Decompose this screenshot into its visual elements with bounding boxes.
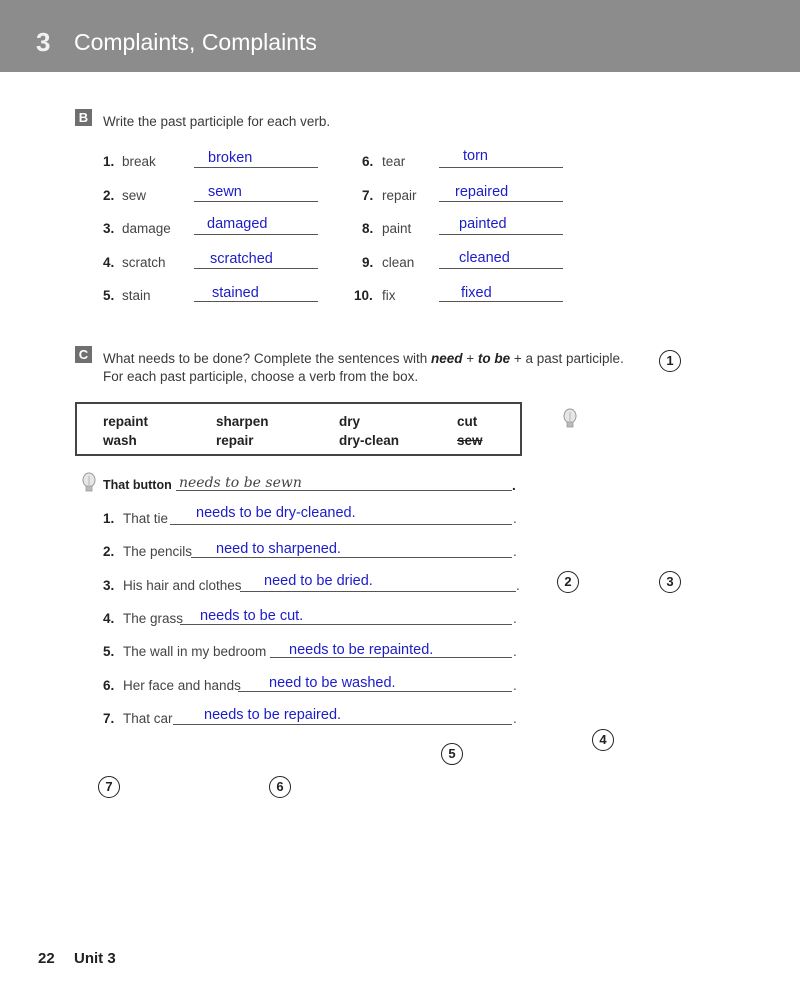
answer-line — [439, 201, 563, 202]
verb: scratch — [122, 255, 166, 270]
answer-line — [191, 557, 512, 558]
marker-6: 6 — [269, 776, 291, 798]
unit-label: Unit 3 — [74, 950, 116, 967]
section-c-badge: C — [75, 346, 92, 363]
marker-1: 1 — [659, 350, 681, 372]
prompt: The pencils — [123, 544, 193, 559]
item-number: 9. — [362, 255, 374, 270]
item-number: 3. — [103, 221, 115, 236]
word-box-word: wash — [103, 433, 137, 448]
word-box-word: repair — [216, 433, 254, 448]
item-number: 5. — [103, 288, 115, 303]
item-number: 10. — [354, 288, 373, 303]
marker-3: 3 — [659, 571, 681, 593]
answer-line — [194, 301, 318, 302]
answer-line — [173, 724, 512, 725]
answer-line — [194, 167, 318, 168]
verb: sew — [122, 188, 147, 203]
word-box-word: cut — [457, 414, 478, 429]
marker-5: 5 — [441, 743, 463, 765]
answer-line — [238, 691, 512, 692]
marker-2: 2 — [557, 571, 579, 593]
answer-text[interactable]: painted — [459, 216, 507, 232]
prompt: The wall in my bedroom — [123, 644, 267, 659]
answer-line — [170, 524, 512, 525]
verb: stain — [122, 288, 151, 303]
marker-7: 7 — [98, 776, 120, 798]
item-number: 2. — [103, 188, 115, 203]
verb: paint — [382, 221, 412, 236]
verb: fix — [382, 288, 396, 303]
period: . — [513, 511, 517, 526]
answer-text[interactable]: stained — [212, 285, 259, 301]
section-c-instruction-line2: For each past participle, choose a verb from the box. — [103, 369, 419, 384]
item-number: 5. — [103, 644, 115, 659]
item-number: 6. — [103, 678, 115, 693]
item-number: 4. — [103, 611, 115, 626]
word-box-word: dry — [339, 414, 361, 429]
answer-line — [194, 234, 318, 235]
answer-line — [439, 234, 563, 235]
answer-text[interactable]: need to sharpened. — [216, 541, 341, 557]
answer-text[interactable]: scratched — [210, 251, 273, 267]
section-b-instruction: Write the past participle for each verb. — [103, 114, 331, 129]
answer-text[interactable]: needs to be dry-cleaned. — [196, 505, 356, 521]
instruction-plus: + — [462, 351, 478, 366]
word-box-word: dry-clean — [339, 433, 400, 448]
answer-line — [439, 167, 563, 168]
page-title: Complaints, Complaints — [74, 29, 317, 55]
prompt: Her face and hands — [123, 678, 241, 693]
prompt: The grass — [123, 611, 184, 626]
answer-line — [194, 201, 318, 202]
item-number: 1. — [103, 154, 115, 169]
period: . — [513, 644, 517, 659]
answer-text[interactable]: needs to be cut. — [200, 608, 304, 624]
verb: tear — [382, 154, 406, 169]
answer-text[interactable]: broken — [208, 150, 253, 166]
unit-number: 3 — [36, 27, 51, 57]
answer-text[interactable]: torn — [463, 148, 488, 164]
answer-text[interactable]: needs to be repaired. — [204, 707, 342, 723]
item-number: 1. — [103, 511, 115, 526]
word-box-word: sharpen — [216, 414, 269, 429]
word-box — [75, 402, 522, 456]
instruction-keyword-to-be: to be — [477, 351, 511, 366]
page-number: 22 — [38, 950, 55, 967]
answer-text[interactable]: need to be dried. — [264, 573, 373, 589]
item-number: 8. — [362, 221, 374, 236]
answer-text[interactable]: need to be washed. — [269, 675, 396, 691]
example-period: . — [512, 478, 516, 493]
item-number: 2. — [103, 544, 115, 559]
period: . — [513, 678, 517, 693]
answer-line — [439, 268, 563, 269]
answer-text[interactable]: damaged — [207, 216, 268, 232]
period: . — [516, 578, 520, 593]
item-number: 3. — [103, 578, 115, 593]
answer-line — [240, 591, 516, 592]
lightbulb-icon — [81, 472, 97, 496]
answer-text[interactable]: needs to be repainted. — [289, 642, 434, 658]
example-answer: needs to be sewn — [179, 475, 302, 491]
example-prompt: That button — [103, 478, 172, 492]
period: . — [513, 711, 517, 726]
item-number: 7. — [362, 188, 374, 203]
instruction-text: + a past participle. — [510, 351, 624, 366]
answer-text[interactable]: cleaned — [459, 250, 510, 266]
answer-line — [194, 268, 318, 269]
answer-line — [439, 301, 563, 302]
marker-4: 4 — [592, 729, 614, 751]
verb: break — [122, 154, 156, 169]
answer-text[interactable]: repaired — [455, 184, 509, 200]
item-number: 7. — [103, 711, 115, 726]
instruction-text: What needs to be done? Complete the sentences with — [103, 351, 431, 366]
period: . — [513, 611, 517, 626]
prompt: His hair and clothes — [123, 578, 242, 593]
page-header — [0, 0, 800, 72]
instruction-keyword-need: need — [430, 351, 463, 366]
period: . — [513, 544, 517, 559]
prompt: That car — [123, 711, 173, 726]
item-number: 4. — [103, 255, 115, 270]
lightbulb-icon — [562, 408, 578, 432]
answer-text[interactable]: fixed — [461, 285, 492, 301]
section-b-badge: B — [75, 109, 92, 126]
answer-text[interactable]: sewn — [208, 184, 242, 200]
answer-line — [180, 624, 512, 625]
item-number: 6. — [362, 154, 374, 169]
verb: damage — [122, 221, 171, 236]
verb: repair — [382, 188, 417, 203]
word-box-word: repaint — [103, 414, 149, 429]
word-box-word-used: sew — [457, 433, 483, 448]
prompt: That tie — [123, 511, 169, 526]
verb: clean — [382, 255, 415, 270]
section-c-instruction — [103, 351, 624, 366]
